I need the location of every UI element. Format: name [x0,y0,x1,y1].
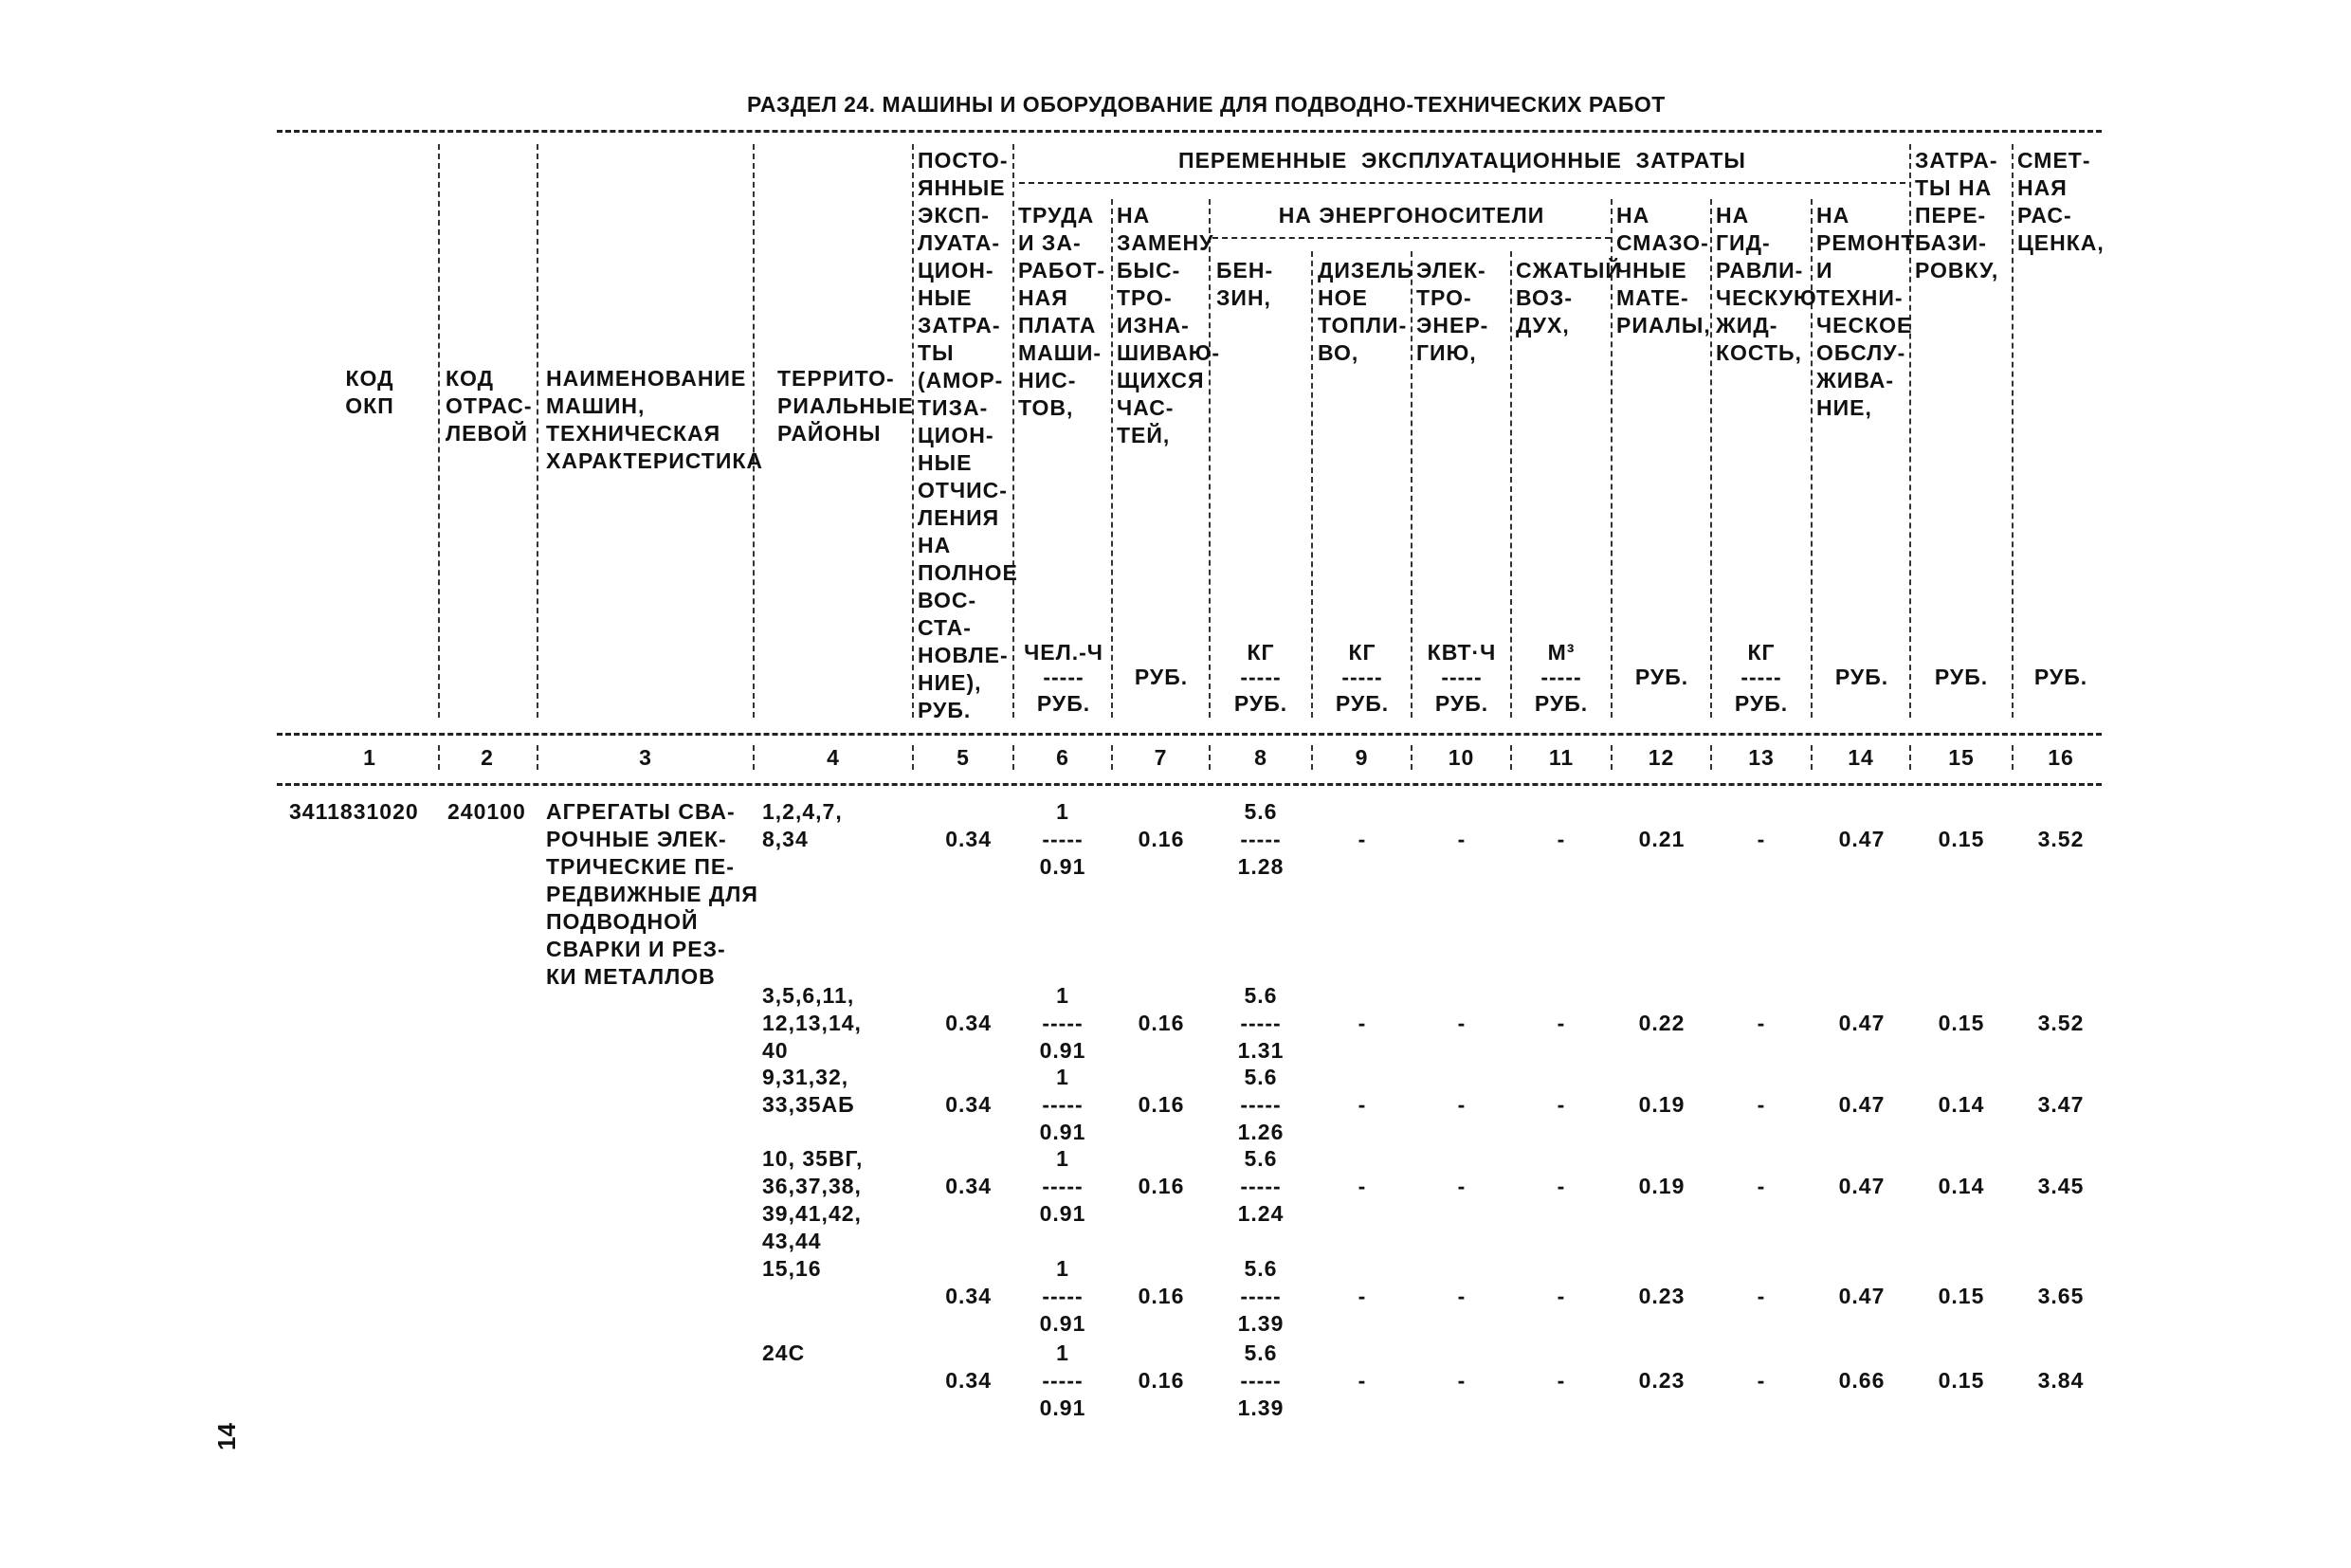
header-gasoline-unit-top: КГ [1247,640,1275,665]
row-labor-bottom: 0.91 [1039,1395,1086,1420]
header-lubricants-unit: РУБ. [1634,665,1689,689]
row-electric: - [1457,1284,1467,1308]
row-compressed-air: - [1557,827,1566,851]
row-compressed-air: - [1557,1092,1566,1117]
row-labor-bar: ----- [1042,1092,1084,1117]
header-diesel-unit-top: КГ [1348,640,1376,665]
header-electric: ЭЛЕК- ТРО- ЭНЕР- ГИЮ, [1416,258,1489,365]
header-bottom-rule [277,733,2102,736]
energy-rule [1212,237,1611,239]
row-labor-bottom: 0.91 [1039,1311,1086,1336]
row-labor-top: 1 [1056,799,1069,824]
row-gasoline-bottom: 1.31 [1237,1038,1285,1063]
row-parts: 0.16 [1138,1174,1185,1198]
row-fixed-costs: 0.34 [945,1284,992,1308]
row-regions: 3,5,6,11, 12,13,14, 40 [762,983,862,1063]
row-labor-top: 1 [1056,1065,1069,1089]
row-gasoline-bar: ----- [1240,1174,1282,1198]
row-labor-top: 1 [1056,1146,1069,1171]
row-electric: - [1457,1011,1467,1035]
row-gasoline-bar: ----- [1240,1092,1282,1117]
row-repair: 0.47 [1838,1174,1886,1198]
row-labor-top: 1 [1056,983,1069,1008]
header-air-unit-bar: ----- [1540,665,1582,689]
row-compressed-air: - [1557,1368,1566,1393]
row-hydraulic: - [1757,827,1766,851]
column-separator [2012,745,2014,770]
row-estimate: 3.52 [2037,827,2085,851]
row-diesel: - [1358,1284,1367,1308]
column-separator [1611,745,1613,770]
column-separator [1209,745,1211,770]
row-gasoline-top: 5.6 [1244,1256,1278,1281]
row-relocation: 0.14 [1938,1092,1985,1117]
row-gasoline-top: 5.6 [1244,1340,1278,1365]
row-lubricants: 0.23 [1638,1284,1686,1308]
row-parts: 0.16 [1138,827,1185,851]
row-relocation: 0.15 [1938,1011,1985,1035]
item-name: АГРЕГАТЫ СВА- РОЧНЫЕ ЭЛЕК- ТРИЧЕСКИЕ ПЕ- РЕДВИЖНЫЕ ДЛЯ ПОДВОДНОЙ СВАРКИ И РЕЗ- КИ МЕТАЛЛОВ [546,799,758,989]
row-estimate: 3.84 [2037,1368,2085,1393]
row-repair: 0.47 [1838,1284,1886,1308]
row-parts: 0.16 [1138,1011,1185,1035]
row-lubricants: 0.19 [1638,1092,1686,1117]
header-hydraulic-unit-bottom: РУБ. [1734,691,1789,716]
header-labor-unit-bottom: РУБ. [1036,691,1091,716]
row-electric: - [1457,1174,1467,1198]
row-parts: 0.16 [1138,1092,1185,1117]
row-compressed-air: - [1557,1284,1566,1308]
row-labor-bar: ----- [1042,1174,1084,1198]
row-labor-top: 1 [1056,1340,1069,1365]
row-gasoline-bottom: 1.39 [1237,1311,1285,1336]
row-relocation: 0.15 [1938,827,1985,851]
column-number: 4 [827,745,840,770]
page-number: 14 [212,1423,241,1450]
row-gasoline-bar: ----- [1240,1011,1282,1035]
row-diesel: - [1358,1011,1367,1035]
column-separator [537,144,538,718]
header-diesel-unit-bar: ----- [1341,665,1383,689]
row-estimate: 3.45 [2037,1174,2085,1198]
header-electric-unit-bottom: РУБ. [1434,691,1489,716]
row-hydraulic: - [1757,1174,1766,1198]
header-diesel: ДИЗЕЛЬ НОЕ ТОПЛИ- ВО, [1318,258,1414,365]
column-number: 10 [1448,745,1475,770]
column-separator [753,745,755,770]
header-electric-unit-top: КВТ·Ч [1427,640,1497,665]
row-relocation: 0.15 [1938,1284,1985,1308]
header-fixed-costs: ПОСТО- ЯННЫЕ ЭКСП- ЛУАТА- ЦИОН- НЫЕ ЗАТРА- ТЫ (АМОР- ТИЗА- ЦИОН- НЫЕ ОТЧИС- ЛЕНИЯ НА ПОЛНОЕ ВОС- СТА- НОВЛЕ- НИЕ), РУБ. [918,148,1018,722]
row-relocation: 0.15 [1938,1368,1985,1393]
header-variable-costs: ПЕРЕМЕННЫЕ ЭКСПЛУАТАЦИОННЫЕ ЗАТРАТЫ [1178,148,1746,173]
header-diesel-unit-bottom: РУБ. [1335,691,1390,716]
row-regions: 9,31,32, 33,35АБ [762,1065,855,1117]
column-number: 1 [363,745,376,770]
column-number: 7 [1154,745,1168,770]
row-gasoline-bar: ----- [1240,1368,1282,1393]
item-okp-code: 3411831020 [289,799,419,824]
column-separator [1909,745,1911,770]
header-electric-unit-bar: ----- [1441,665,1483,689]
header-name: НАИМЕНОВАНИЕ МАШИН, ТЕХНИЧЕСКАЯ ХАРАКТЕРИСТИКА [546,366,764,473]
row-gasoline-bar: ----- [1240,1284,1282,1308]
row-gasoline-top: 5.6 [1244,983,1278,1008]
row-parts: 0.16 [1138,1284,1185,1308]
header-top-rule [277,130,2102,133]
column-separator [1811,745,1813,770]
header-labor-unit-top: ЧЕЛ.-Ч [1024,640,1103,665]
row-lubricants: 0.23 [1638,1368,1686,1393]
row-hydraulic: - [1757,1092,1766,1117]
header-air-unit-top: М³ [1547,640,1576,665]
column-separator [1012,745,1014,770]
item-industry-code: 240100 [447,799,526,824]
row-regions: 10, 35ВГ, 36,37,38, 39,41,42, 43,44 [762,1146,864,1253]
header-gasoline: БЕН- ЗИН, [1216,258,1274,310]
row-repair: 0.47 [1838,1092,1886,1117]
column-separator [1111,745,1113,770]
header-repair: НА РЕМОНТ И ТЕХНИ- ЧЕСКОЕ ОБСЛУ- ЖИВА- НИЕ, [1816,203,1916,420]
row-labor-bar: ----- [1042,1284,1084,1308]
page-title: РАЗДЕЛ 24. МАШИНЫ И ОБОРУДОВАНИЕ ДЛЯ ПОДВОДНО-ТЕХНИЧЕСКИХ РАБОТ [747,92,1666,117]
row-fixed-costs: 0.34 [945,1011,992,1035]
header-relocation: ЗАТРА- ТЫ НА ПЕРЕ- БАЗИ- РОВКУ, [1915,148,1999,283]
row-gasoline-bottom: 1.24 [1237,1201,1285,1226]
column-separator [912,745,914,770]
header-energy: НА ЭНЕРГОНОСИТЕЛИ [1278,203,1545,228]
row-gasoline-top: 5.6 [1244,799,1278,824]
row-gasoline-bottom: 1.28 [1237,854,1285,879]
row-gasoline-top: 5.6 [1244,1146,1278,1171]
row-labor-top: 1 [1056,1256,1069,1281]
row-labor-bottom: 0.91 [1039,1201,1086,1226]
row-diesel: - [1358,1174,1367,1198]
column-number: 15 [1948,745,1975,770]
column-number: 14 [1848,745,1874,770]
header-repair-unit: РУБ. [1834,665,1889,689]
header-relocation-unit: РУБ. [1934,665,1989,689]
row-relocation: 0.14 [1938,1174,1985,1198]
row-labor-bottom: 0.91 [1039,1038,1086,1063]
column-separator [438,144,440,718]
column-number: 6 [1056,745,1069,770]
row-parts: 0.16 [1138,1368,1185,1393]
variable-costs-rule [1019,182,1905,184]
column-separator [2012,144,2014,718]
row-gasoline-bottom: 1.26 [1237,1120,1285,1144]
row-repair: 0.47 [1838,1011,1886,1035]
row-fixed-costs: 0.34 [945,1092,992,1117]
header-parts: НА ЗАМЕНУ БЫС- ТРО- ИЗНА- ШИВАЮ- ЩИХСЯ ЧАС- ТЕЙ, [1117,203,1221,447]
header-industry-code: КОД ОТРАС- ЛЕВОЙ [446,366,533,446]
row-regions: 24С [762,1340,806,1365]
column-number: 9 [1355,745,1369,770]
row-estimate: 3.52 [2037,1011,2085,1035]
row-lubricants: 0.19 [1638,1174,1686,1198]
header-hydraulic-unit-bar: ----- [1740,665,1782,689]
header-labor-unit-bar: ----- [1043,665,1084,689]
row-diesel: - [1358,1368,1367,1393]
row-lubricants: 0.22 [1638,1011,1686,1035]
header-air-unit-bottom: РУБ. [1534,691,1589,716]
column-separator [1510,745,1512,770]
row-gasoline-top: 5.6 [1244,1065,1278,1089]
header-estimate-unit: РУБ. [2033,665,2088,689]
row-fixed-costs: 0.34 [945,1174,992,1198]
header-parts-unit: РУБ. [1134,665,1189,689]
header-compressed-air: СЖАТЫЙ ВОЗ- ДУХ, [1516,258,1622,337]
column-number: 5 [957,745,970,770]
header-hydraulic-unit-top: КГ [1747,640,1776,665]
header-gasoline-unit-bottom: РУБ. [1233,691,1288,716]
column-separator [1710,745,1712,770]
row-diesel: - [1358,1092,1367,1117]
column-number: 2 [481,745,494,770]
header-gasoline-unit-bar: ----- [1240,665,1282,689]
header-regions: ТЕРРИТО- РИАЛЬНЫЕ РАЙОНЫ [777,366,914,446]
row-diesel: - [1358,827,1367,851]
column-number-rule [277,783,2102,786]
row-hydraulic: - [1757,1011,1766,1035]
row-gasoline-bottom: 1.39 [1237,1395,1285,1420]
row-regions: 1,2,4,7, 8,34 [762,799,843,851]
header-okp: КОД ОКП [345,366,394,418]
column-number: 12 [1648,745,1675,770]
header-lubricants: НА СМАЗО- ЧНЫЕ МАТЕ- РИАЛЫ, [1616,203,1711,337]
row-labor-bottom: 0.91 [1039,854,1086,879]
row-electric: - [1457,1092,1467,1117]
row-hydraulic: - [1757,1368,1766,1393]
header-labor: ТРУДА И ЗА- РАБОТ- НАЯ ПЛАТА МАШИ- НИС- ТОВ, [1018,203,1106,420]
column-number: 16 [2048,745,2074,770]
row-electric: - [1457,827,1467,851]
row-fixed-costs: 0.34 [945,827,992,851]
column-number: 13 [1748,745,1775,770]
row-estimate: 3.47 [2037,1092,2085,1117]
header-estimate: СМЕТ- НАЯ РАС- ЦЕНКА, [2017,148,2105,255]
row-fixed-costs: 0.34 [945,1368,992,1393]
row-repair: 0.66 [1838,1368,1886,1393]
row-repair: 0.47 [1838,827,1886,851]
column-separator [537,745,538,770]
row-labor-bar: ----- [1042,827,1084,851]
row-electric: - [1457,1368,1467,1393]
row-hydraulic: - [1757,1284,1766,1308]
header-hydraulic: НА ГИД- РАВЛИ- ЧЕСКУЮ ЖИД- КОСТЬ, [1716,203,1817,365]
row-compressed-air: - [1557,1174,1566,1198]
row-estimate: 3.65 [2037,1284,2085,1308]
row-compressed-air: - [1557,1011,1566,1035]
row-labor-bar: ----- [1042,1011,1084,1035]
column-number: 8 [1254,745,1267,770]
row-lubricants: 0.21 [1638,827,1686,851]
column-separator [1311,745,1313,770]
column-separator [438,745,440,770]
row-regions: 15,16 [762,1256,822,1281]
column-separator [1411,745,1412,770]
row-labor-bottom: 0.91 [1039,1120,1086,1144]
row-labor-bar: ----- [1042,1368,1084,1393]
column-number: 11 [1548,745,1575,770]
column-number: 3 [639,745,652,770]
row-gasoline-bar: ----- [1240,827,1282,851]
